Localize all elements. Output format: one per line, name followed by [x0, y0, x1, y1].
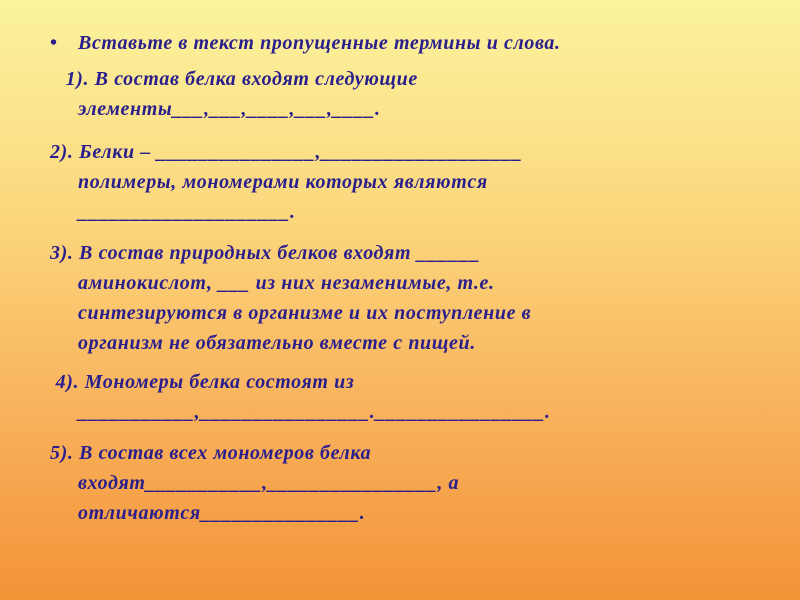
question-5-line-2: входят___________,________________, а — [78, 472, 460, 494]
question-1-line-1: 1). В состав белка входят следующие — [60, 68, 418, 90]
question-2-line-3: ____________________. — [78, 201, 296, 223]
question-3-line-4: организм не обязательно вместе с пищей. — [78, 332, 476, 354]
question-5-line-1: 5). В состав всех мономеров белка — [50, 442, 372, 464]
question-3-line-3: синтезируются в организме и их поступление в — [78, 302, 532, 324]
question-3-line-2: аминокислот, ___ из них незаменимые, т.е. — [78, 272, 495, 294]
bullet-point: • — [50, 32, 58, 54]
question-2-line-2: полимеры, мономерами которых являются — [78, 171, 488, 193]
question-3-line-1: 3). В состав природных белков входят ______ — [50, 242, 481, 264]
question-1-line-2: элементы___,___,____,___,____. — [78, 98, 381, 120]
question-2-line-1: 2). Белки – _______________,___________________ — [50, 141, 523, 163]
question-5-line-3: отличаются_______________. — [78, 502, 366, 524]
instruction-heading: Вставьте в текст пропущенные термины и слова. — [78, 32, 561, 54]
question-4-line-1: 4). Мономеры белка состоят из — [50, 371, 355, 393]
question-4-line-2: ___________,________________.________________. — [78, 401, 551, 423]
